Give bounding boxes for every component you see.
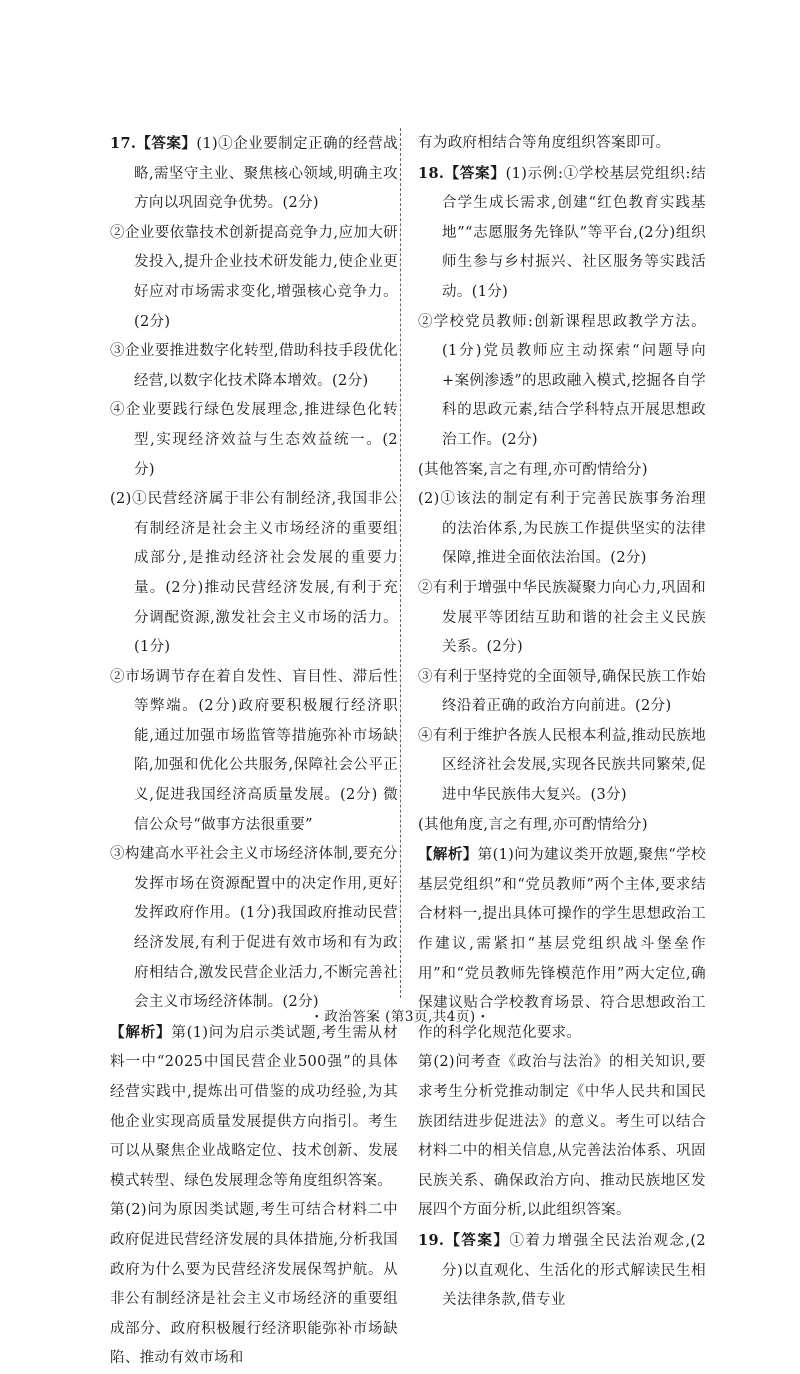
footer-text: 政治答案 (第3页,共4页)	[324, 1009, 476, 1025]
footer-dot: ·	[314, 1009, 320, 1025]
q17-answer-line-2: ②企业要依靠技术创新提高竞争力,应加大研发投入,提升企业技术研发能力,使企业更好应对市场需求变化,增强核心竞争力。(2分)	[110, 224, 398, 330]
q18-answer-line-5: ③有利于坚持党的全面领导,确保民族工作始终沿着正确的政治方向前进。(2分)	[418, 668, 706, 715]
footer-dot: ·	[480, 1009, 486, 1025]
answer-tag: 【答案】	[444, 164, 506, 182]
question-number: 18.	[418, 164, 445, 182]
q19-answer	[418, 1226, 706, 1316]
q17-answer-line-1	[110, 129, 398, 219]
left-column	[110, 129, 398, 1374]
q17-analysis-1	[110, 1018, 398, 1197]
q17-answer-line-4: ④企业要践行绿色发展理念,推进绿色化转型,实现经济效益与生态效益统一。(2分)	[110, 402, 398, 478]
q17-answer-line-6: ②市场调节存在着自发性、盲目性、滞后性等弊端。(2分)政府要积极履行经济职能,通过加强市场监管等措施弥补市场缺陷,加强和优化公共服务,保障社会公平正义,促进我国经济高质量发展。(2分) 微信公众号“做事方法很重要”	[110, 668, 398, 833]
q18-analysis-2: 第(2)问考查《政治与法治》的相关知识,要求考生分析党推动制定《中华人民共和国民族团结进步促进法》的意义。考生可以结合材料二中的相关信息,从完善法治体系、巩固民族关系、确保政治方向、推动民族地区发展四个方面分析,以此组织答案。	[418, 1054, 706, 1219]
analysis-tag: 【解析】	[110, 1023, 172, 1041]
page-footer	[0, 1005, 800, 1025]
q17-analysis-continuation: 有为政府相结合等角度组织答案即可。	[418, 135, 671, 151]
q18-answer-note-1: (其他答案,言之有理,亦可酌情给分)	[418, 461, 648, 478]
answer-tag: 【答案】	[136, 135, 197, 152]
analysis-text: 第(1)问为启示类试题,考生需从材料一中“2025中国民营企业500强”的具体经营实践中,提炼出可借鉴的成功经验,为其他企业实现高质量发展提供方向指引。考生可以从聚焦企业战略定位、技术创新、发展模式转型、绿色发展理念等角度组织答案。	[110, 1024, 398, 1189]
answer-tag: 【答案】	[444, 1231, 510, 1249]
right-column	[418, 129, 706, 1316]
q18-answer-line-4: ②有利于增强中华民族凝聚力向心力,巩固和发展平等团结互助和谐的社会主义民族关系。(2分)	[418, 579, 706, 656]
analysis-tag: 【解析】	[418, 846, 478, 864]
q17-answer-line-3: ③企业要推进数字化转型,借助科技手段优化经营,以数字化技术降本增效。(2分)	[110, 343, 398, 389]
q17-analysis-2: 第(2)问为原因类试题,考生可结合材料二中政府促进民营经济发展的具体措施,分析我国政府为什么要为民营经济发展保驾护航。从非公有制经济是社会主义市场经济的重要组成部分、政府积极履行经济职能弥补市场缺陷、推动有效市场和	[110, 1202, 398, 1367]
q18-answer-line-6: ④有利于维护各族人民根本利益,推动民族地区经济社会发展,实现各民族共同繁荣,促进中华民族伟大复兴。(3分)	[418, 727, 706, 804]
q17-answer-line-5: (2)①民营经济属于非公有制经济,我国非公有制经济是社会主义市场经济的重要组成部分,是推动经济社会发展的重要力量。(2分)推动民营经济发展,有利于充分调配资源,激发社会主义市场的活力。(1分)	[110, 491, 398, 656]
question-number: 19.	[418, 1231, 445, 1249]
analysis-text: 第(1)问为建议类开放题,聚焦“学校基层党组织”和“党员教师”两个主体,要求结合材料一,提出具体可操作的学生思想政治工作建议,需紧扣“基层党组织战斗堡垒作用”和“党员教师先锋模范作用”两大定位,确保建议贴合学校教育场景、符合思想政治工作的科学化规范化要求。	[418, 847, 706, 1041]
question-number: 17.	[110, 135, 137, 152]
q18-answer-line-3: (2)①该法的制定有利于完善民族事务治理的法治体系,为民族工作提供坚实的法律保障,推进全面依法治国。(2分)	[418, 491, 706, 567]
q18-answer-line-2: ②学校党员教师:创新课程思政教学方法。(1分)党员教师应主动探索“问题导向+案例渗透”的思政融入模式,挖掘各自学科的思政元素,结合学科特点开展思想政治工作。(2分)	[418, 313, 706, 448]
answer-text: (1)①企业要制定正确的经营战略,需坚守主业、聚焦核心领域,明确主攻方向以巩固竞争优势。(2分)	[134, 136, 398, 212]
q17-answer-line-7: ③构建高水平社会主义市场经济体制,要充分发挥市场在资源配置中的决定作用,更好发挥政府作用。(1分)我国政府推动民营经济发展,有利于促进有效市场和有为政府相结合,激发民营企业活力,不断完善社会主义市场经济体制。(2分)	[110, 846, 398, 1011]
q18-answer-note-2: (其他角度,言之有理,亦可酌情给分)	[418, 816, 648, 833]
column-divider	[400, 128, 401, 998]
answer-text: ①着力增强全民法治观念,(2分)以直观化、生活化的形式解读民生相关法律条款,借专业	[442, 1232, 707, 1309]
answer-text: (1)示例:①学校基层党组织:结合学生成长需求,创建“红色教育实践基地”“志愿服务先锋队”等平台,(2分)组织师生参与乡村振兴、社区服务等实践活动。(1分)	[442, 165, 706, 300]
q18-answer-line-1	[418, 159, 706, 308]
